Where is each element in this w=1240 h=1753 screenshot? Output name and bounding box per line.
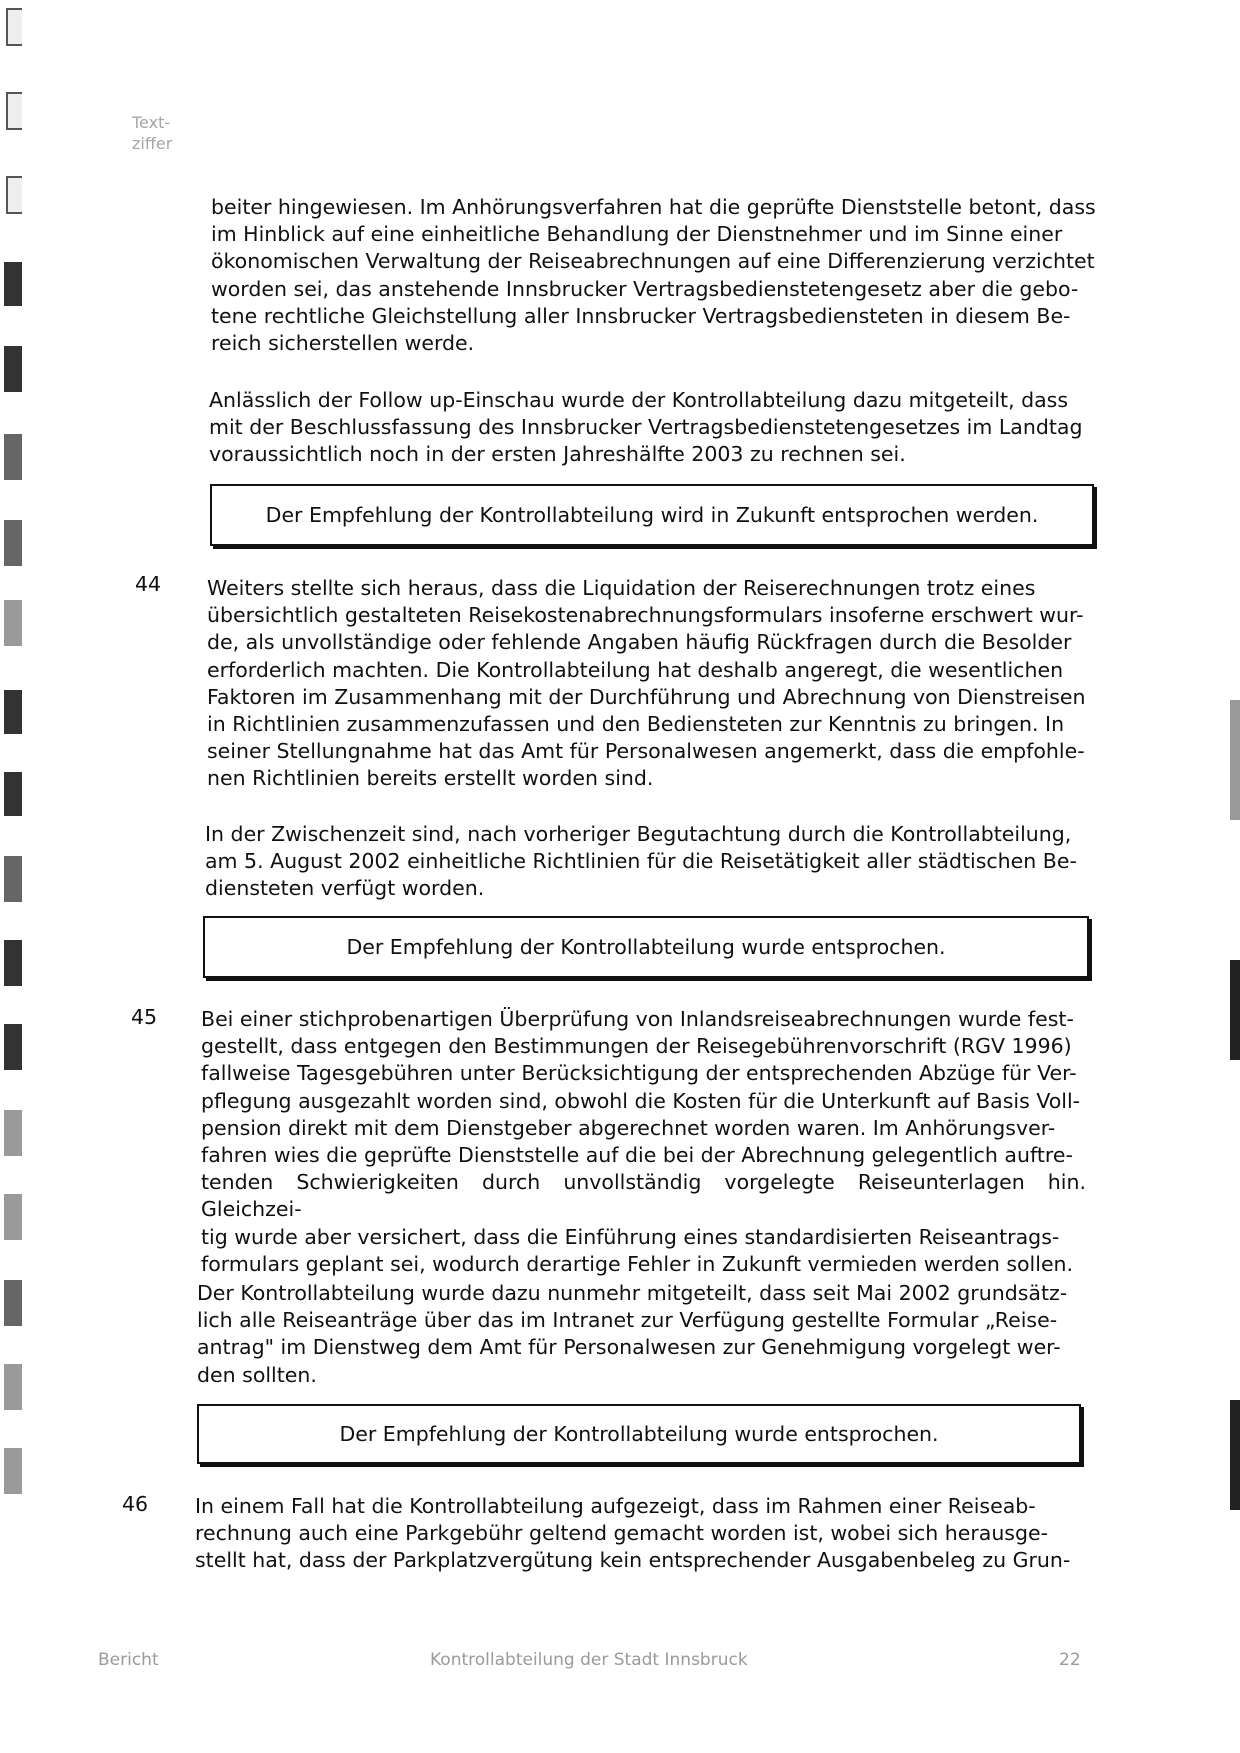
paragraph: In der Zwischenzeit sind, nach vorheriger Begutachtung durch die Kontrollabteilung, am 5. August 2002 einheitliche Richtlinien für die Reisetätigkeit aller städtischen Be- diensteten verfügt worden. [205,822,1077,901]
scan-edge-mark [4,1448,22,1494]
scan-edge-mark [4,1194,22,1240]
scan-edge-mark [4,434,22,480]
scan-edge-mark [4,772,22,816]
scan-edge-mark [4,1280,22,1326]
scan-edge-mark [1230,960,1240,1060]
footer-center: Kontrollabteilung der Stadt Innsbruck [430,1650,748,1670]
footer-left: Bericht [98,1650,159,1670]
scan-edge-mark [4,600,22,646]
paragraph: Weiters stellte sich heraus, dass die Liquidation der Reiserechnungen trotz eines übersichtlich gestalteten Reisekostenabrechnungsformulars insoferne erschwert wur- de, als unvollständige oder fehlende Angaben häufig Rückfragen durch die Besolder erforderlich machten. Die Kontrollabteilung hat deshalb angeregt, die wesentlichen Faktoren im Zusammenhang mit der Durchführung und Abrechnung von Dienstreisen in Richtlinien zusammenzufassen und den Bediensteten zur Kenntnis zu bringen. In seiner Stellungnahme hat das Amt für Personalwesen angemerkt, dass die empfohle- nen Richtlinien bereits erstellt worden sind. [207,576,1086,791]
paragraph: In einem Fall hat die Kontrollabteilung aufgezeigt, dass im Rahmen einer Reiseab- rechnung auch eine Parkgebühr geltend gemacht worden ist, wobei sich herausge- stellt hat, dass der Parkplatzvergütung kein entsprechender Ausgabenbeleg zu Grun- [195,1494,1071,1573]
scan-bracket-mark [6,92,22,130]
scan-edge-mark [4,520,22,566]
page-number: 22 [1059,1650,1081,1670]
paragraph: Bei einer stichprobenartigen Überprüfung von Inlandsreiseabrechnungen wurde fest- gestellt, dass entgegen den Bestimmungen der Reisegebührenvorschrift (RGV 1996) fallweise Tagesgebühren unter Berücksichtigung der entsprechenden Abzüge für Ver- pflegung ausgezahlt worden sind, obwohl die Kosten für die Unterkunft auf Basis Voll- pension direkt mit dem Dienstgeber abgerechnet worden waren. Im Anhörungsver- fahren wies die geprüfte Dienststelle auf die bei der Abrechnung gelegentlich auftre- tenden Schwierigkeiten durch unvollständig vorgelegte Reiseunterlagen hin. Gleichzei- tig wurde aber versichert, dass die Einführung eines standardisierten Reiseantrags- formulars geplant sei, wodurch derartige Fehler in Zukunft vermieden werden sollen. [201,1007,1086,1276]
recommendation-box: Der Empfehlung der Kontrollabteilung wurde entsprochen. [203,916,1089,978]
scan-edge-mark [4,690,22,734]
scan-edge-mark [4,1024,22,1070]
paragraph: beiter hingewiesen. Im Anhörungsverfahren hat die geprüfte Dienststelle betont, dass im Hinblick auf eine einheitliche Behandlung der Dienstnehmer und im Sinne einer ökonomischen Verwaltung der Reiseabrechnungen auf eine Differenzierung verzichtet worden sei, das anstehende Innsbrucker Vertragsbedienstetengesetz aber die gebo- tene rechtliche Gleichstellung aller Innsbrucker Vertragsbediensteten in diesem Be- reich sicherstellen werde. [211,195,1096,356]
recommendation-box: Der Empfehlung der Kontrollabteilung wurde entsprochen. [197,1404,1081,1464]
scan-edge-mark [4,262,22,306]
scan-edge-mark [4,1364,22,1410]
textziffer-number: 44 [135,572,162,596]
scan-edge-mark [4,940,22,986]
scan-bracket-mark [6,176,22,214]
scan-edge-mark [4,346,22,392]
scan-edge-mark [4,1110,22,1156]
scan-bracket-mark [6,8,22,46]
textziffer-margin-label: Text- ziffer [132,113,173,153]
paragraph: Anlässlich der Follow up-Einschau wurde der Kontrollabteilung dazu mitgeteilt, dass mit der Beschlussfassung des Innsbrucker Vertragsbedienstetengesetzes im Landtag voraussichtlich noch in der ersten Jahreshälfte 2003 zu rechnen sei. [209,388,1083,467]
paragraph: Der Kontrollabteilung wurde dazu nunmehr mitgeteilt, dass seit Mai 2002 grundsätz- lich alle Reiseanträge über das im Intranet zur Verfügung gestellte Formular „Reise- antrag" im Dienstweg dem Amt für Personalwesen zur Genehmigung vorgelegt wer- den sollten. [197,1281,1068,1387]
recommendation-box: Der Empfehlung der Kontrollabteilung wird in Zukunft entsprochen werden. [210,484,1094,546]
scan-edge-mark [4,856,22,902]
scan-edge-mark [1230,1400,1240,1510]
scan-edge-mark [1230,700,1240,820]
textziffer-number: 45 [131,1005,158,1029]
textziffer-number: 46 [122,1492,149,1516]
